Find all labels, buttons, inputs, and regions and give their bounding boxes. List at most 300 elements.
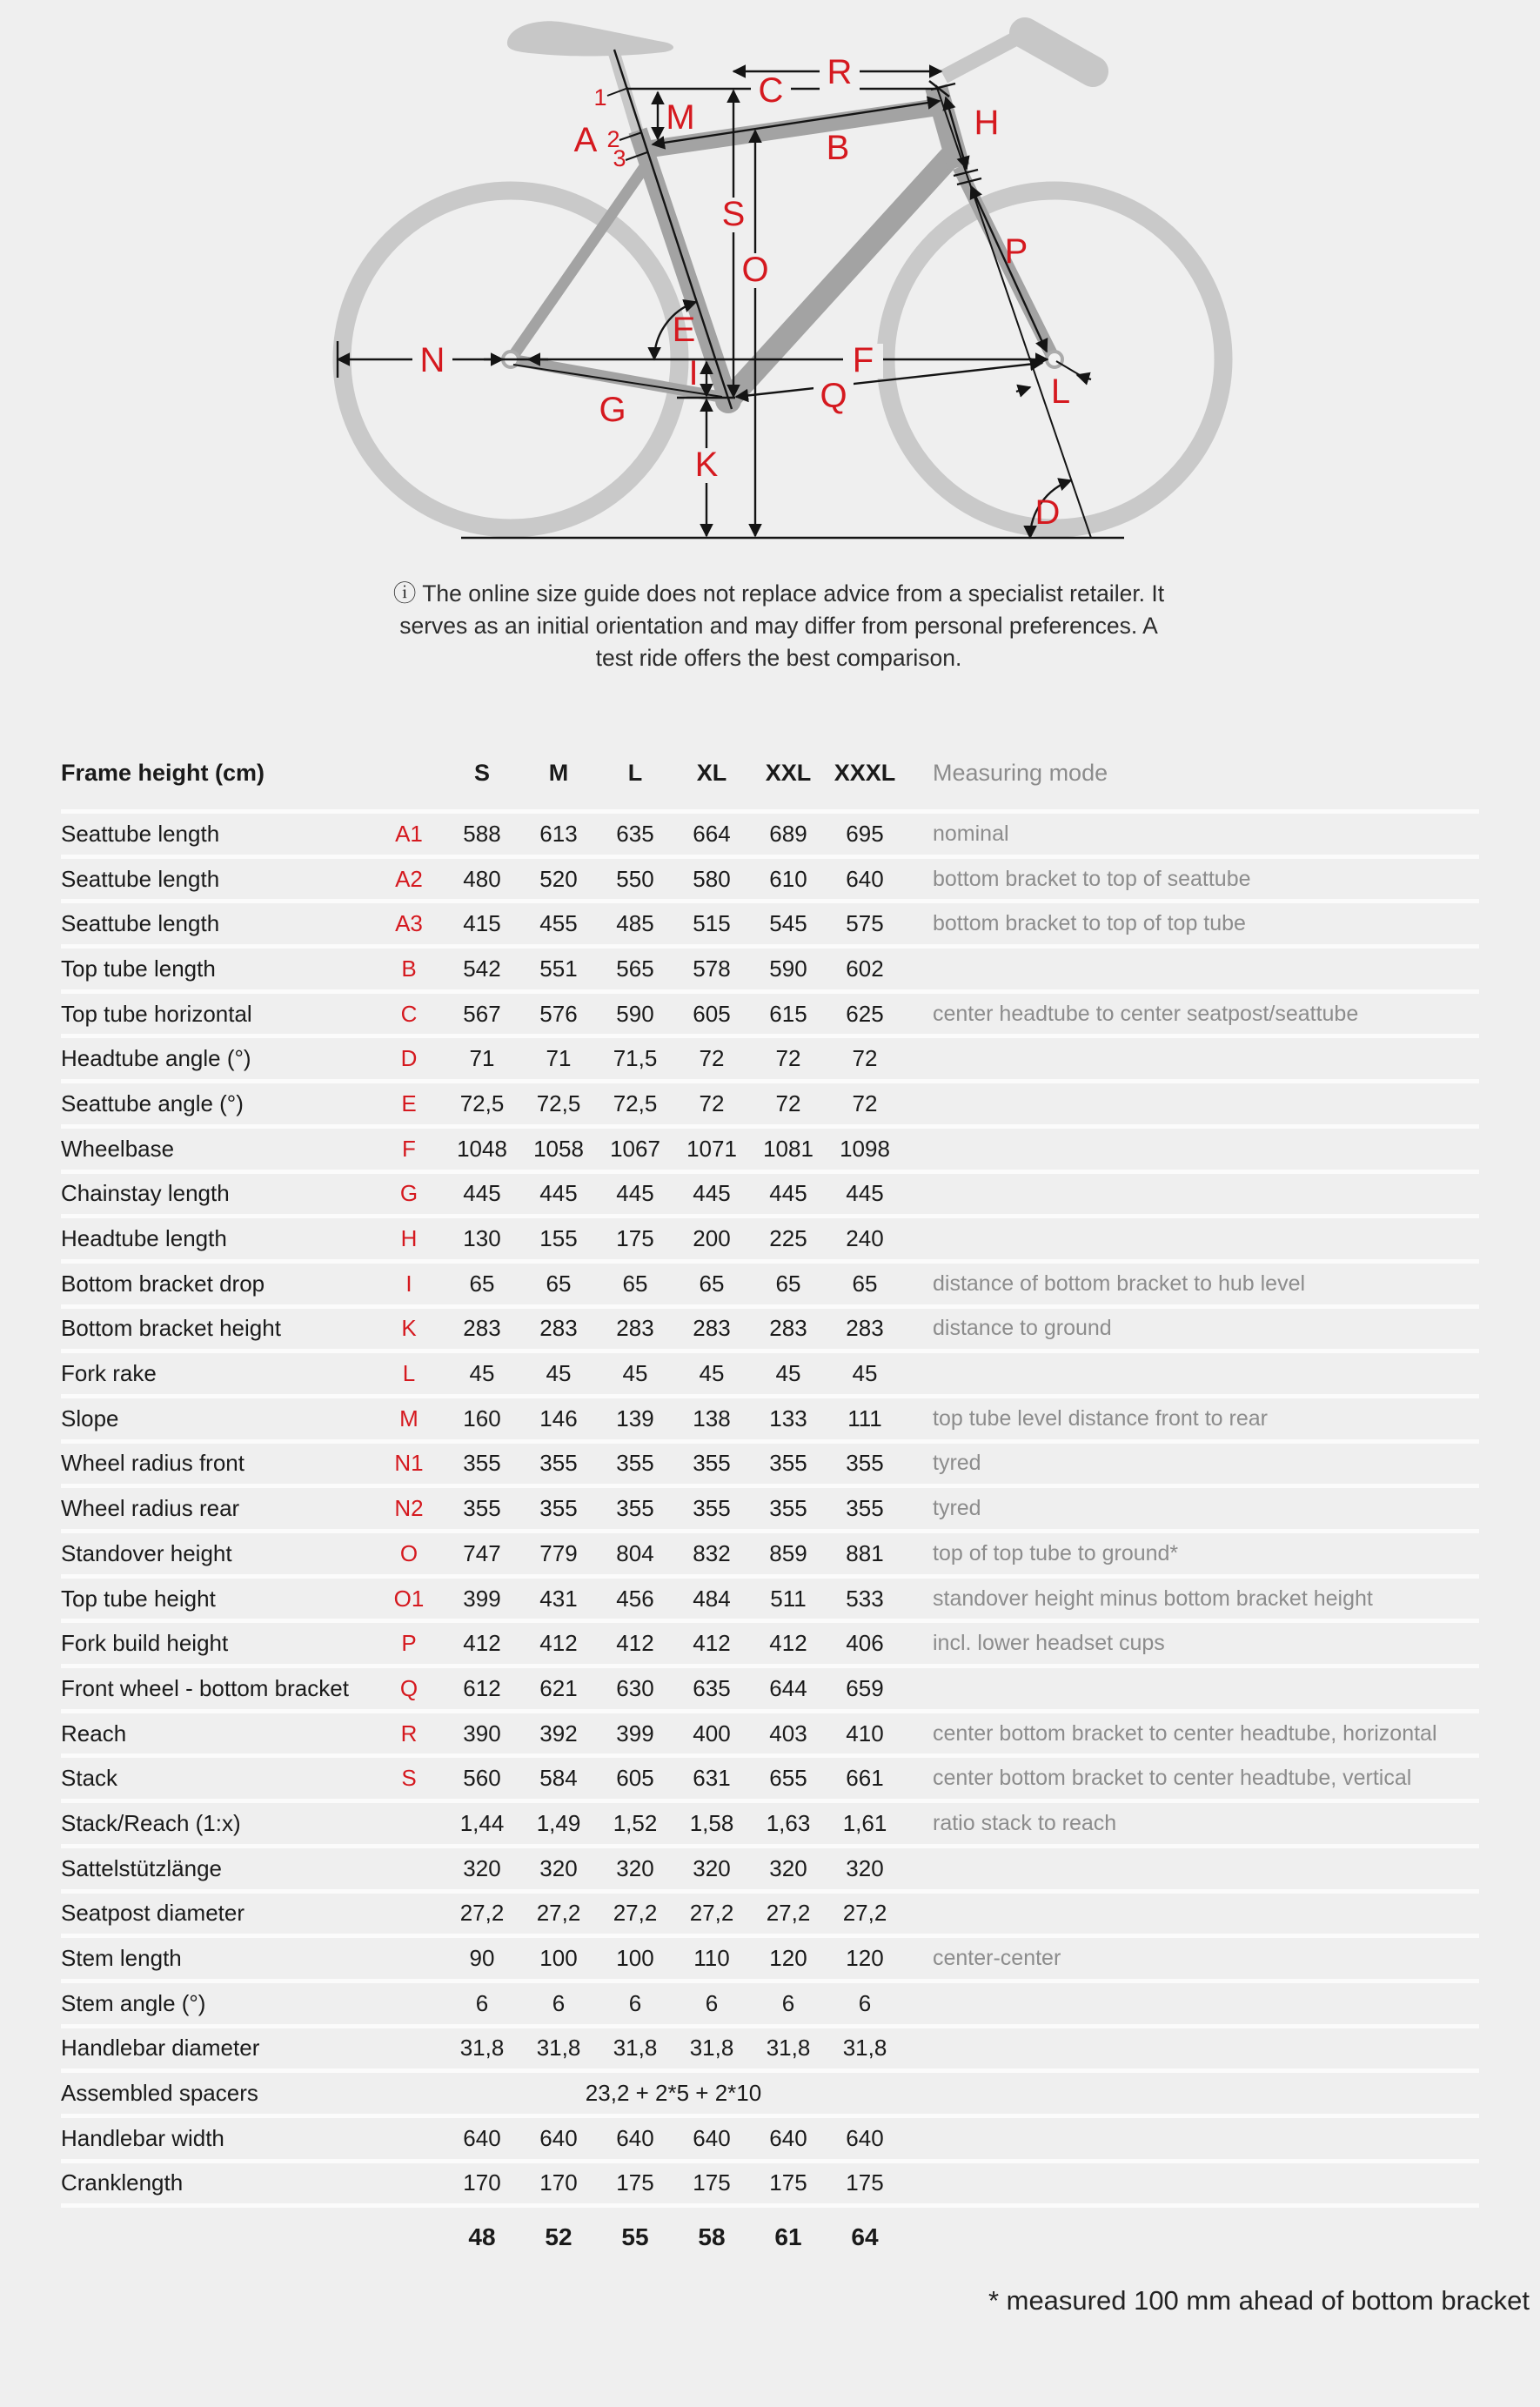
measuring-mode-header: Measuring mode: [933, 759, 1108, 786]
row-value: 138: [693, 1405, 731, 1431]
row-code: A2: [395, 865, 423, 892]
row-value: 31,8: [842, 2035, 887, 2062]
dim-B: [653, 101, 940, 144]
row-value: 779: [539, 1539, 578, 1566]
row-code: G: [399, 1180, 418, 1207]
size-column-header: XXL: [765, 759, 812, 786]
table-row: [61, 2163, 1479, 2209]
row-label: Seatpost diameter: [61, 1900, 245, 1927]
row-label: Handlebar diameter: [61, 2035, 260, 2062]
row-value: 27,2: [766, 1900, 811, 1927]
front-hub: [1047, 352, 1062, 367]
row-label: Fork rake: [61, 1360, 157, 1387]
row-label: Stack/Reach (1:x): [61, 1809, 241, 1836]
row-value: 27,2: [689, 1900, 734, 1927]
row-value: 146: [539, 1405, 578, 1431]
row-measuring-mode: distance to ground: [933, 1316, 1112, 1341]
row-value: 1071: [686, 1135, 737, 1162]
row-measuring-mode: incl. lower headset cups: [933, 1631, 1165, 1656]
row-label: Standover height: [61, 1539, 232, 1566]
table-row: [61, 1623, 1479, 1668]
row-measuring-mode: distance of bottom bracket to hub level: [933, 1271, 1306, 1296]
row-value: 320: [846, 1854, 884, 1881]
row-value: 412: [693, 1630, 731, 1657]
row-value: 111: [847, 1405, 882, 1431]
diagram-label-A3: 3: [613, 145, 626, 171]
cockpit-parts: [507, 21, 1093, 132]
row-value: 832: [693, 1539, 731, 1566]
table-row: [61, 2118, 1479, 2163]
row-value: 175: [769, 2169, 807, 2196]
row-value: 45: [775, 1360, 801, 1387]
row-label: Top tube length: [61, 955, 216, 982]
row-label: Bottom bracket drop: [61, 1270, 265, 1297]
diagram-label-I: I: [688, 354, 699, 392]
row-value: 355: [539, 1450, 578, 1477]
row-value: 355: [693, 1495, 731, 1522]
row-label: Chainstay length: [61, 1180, 230, 1207]
row-measuring-mode: nominal: [933, 821, 1009, 846]
row-value: 139: [616, 1405, 654, 1431]
table-row: [61, 1848, 1479, 1894]
row-value: 1067: [610, 1135, 660, 1162]
dimension-lines: [338, 50, 1124, 538]
table-row: [61, 1264, 1479, 1309]
table-row: [61, 1174, 1479, 1219]
row-value: 355: [539, 1495, 578, 1522]
row-value: 515: [693, 910, 731, 937]
row-value: 72: [699, 1045, 725, 1072]
row-value: 170: [463, 2169, 501, 2196]
row-value: 412: [769, 1630, 807, 1657]
row-value: 355: [846, 1450, 884, 1477]
row-value: 72: [775, 1045, 801, 1072]
row-value: 881: [846, 1539, 884, 1566]
diagram-label-N: N: [419, 341, 445, 379]
frame-size-cm-value: 58: [698, 2223, 726, 2251]
table-row: [61, 1309, 1479, 1354]
row-value: 170: [539, 2169, 578, 2196]
table-row: [61, 1488, 1479, 1533]
row-value: 520: [539, 865, 578, 892]
diagram-label-P: P: [1004, 232, 1028, 271]
row-value: 100: [616, 1945, 654, 1972]
row-label: Seattube length: [61, 820, 220, 847]
row-value: 664: [693, 820, 731, 847]
row-measuring-mode: center-center: [933, 1946, 1061, 1971]
row-value: 90: [469, 1945, 495, 1972]
table-row: [61, 1129, 1479, 1174]
row-code: L: [402, 1360, 416, 1387]
diagram-label-M: M: [666, 98, 695, 137]
row-code: N1: [394, 1450, 424, 1477]
table-row: [61, 1983, 1479, 2028]
diagram-label-F: F: [852, 341, 874, 379]
row-value: 130: [463, 1225, 501, 1252]
row-value: 576: [539, 1000, 578, 1027]
row-value: 225: [769, 1225, 807, 1252]
footnote: * measured 100 mm ahead of bottom bracket: [988, 2285, 1530, 2316]
row-label: Seattube length: [61, 910, 220, 937]
row-value: 175: [846, 2169, 884, 2196]
row-value: 644: [769, 1674, 807, 1701]
row-label: Bottom bracket height: [61, 1315, 281, 1342]
row-label: Headtube length: [61, 1225, 227, 1252]
row-value: 283: [846, 1315, 884, 1342]
row-value: 1,61: [842, 1809, 887, 1836]
table-title: Frame height (cm): [61, 759, 265, 786]
row-value: 283: [769, 1315, 807, 1342]
row-value: 6: [858, 1989, 872, 2016]
diagram-label-Q: Q: [820, 377, 847, 415]
frame-size-footer-row: [61, 2213, 1479, 2262]
row-measuring-mode: bottom bracket to top of top tube: [933, 911, 1246, 936]
row-value: 1,63: [766, 1809, 811, 1836]
row-label: Top tube horizontal: [61, 1000, 252, 1027]
row-value: 1,52: [613, 1809, 658, 1836]
frame-size-cm-value: 64: [851, 2223, 879, 2251]
row-value: 71,5: [613, 1045, 658, 1072]
row-value: 72,5: [613, 1090, 658, 1116]
info-icon: ⓘ: [392, 580, 417, 607]
diagram-letter-labels: [412, 53, 1070, 532]
row-value: 65: [622, 1270, 648, 1297]
row-value: 1058: [533, 1135, 584, 1162]
row-value: 355: [616, 1450, 654, 1477]
diagram-label-K: K: [694, 446, 719, 484]
row-value: 240: [846, 1225, 884, 1252]
row-code: R: [400, 1720, 418, 1747]
row-value: 635: [693, 1674, 731, 1701]
row-value: 655: [769, 1765, 807, 1792]
row-value: 578: [693, 955, 731, 982]
row-value: 120: [846, 1945, 884, 1972]
row-label: Assembled spacers: [61, 2080, 258, 2107]
row-value: 610: [769, 865, 807, 892]
row-value: 445: [616, 1180, 654, 1207]
row-value: 445: [463, 1180, 501, 1207]
row-label: Front wheel - bottom bracket: [61, 1674, 349, 1701]
row-value: 695: [846, 820, 884, 847]
row-value: 485: [616, 910, 654, 937]
row-label: Handlebar width: [61, 2124, 224, 2151]
row-value: 45: [469, 1360, 495, 1387]
row-value: 355: [846, 1495, 884, 1522]
row-value: 31,8: [536, 2035, 581, 2062]
row-measuring-mode: center headtube to center seatpost/seattube: [933, 1001, 1359, 1026]
row-code: O: [399, 1539, 418, 1566]
row-value: 615: [769, 1000, 807, 1027]
row-label: Wheel radius rear: [61, 1495, 240, 1522]
row-value: 283: [693, 1315, 731, 1342]
table-row: [61, 949, 1479, 994]
handlebar-grip: [1025, 33, 1093, 71]
row-value: 31,8: [766, 2035, 811, 2062]
row-value: 484: [693, 1585, 731, 1612]
row-value: 640: [463, 2124, 501, 2151]
row-value: 110: [693, 1945, 730, 1972]
row-measuring-mode: center bottom bracket to center headtube, horizontal: [933, 1720, 1437, 1746]
row-value: 6: [552, 1989, 566, 2016]
row-label: Wheel radius front: [61, 1450, 244, 1477]
row-value: 445: [846, 1180, 884, 1207]
row-code: C: [400, 1000, 418, 1027]
row-value: 431: [539, 1585, 578, 1612]
row-merged-value: 23,2 + 2*5 + 2*10: [585, 2080, 762, 2107]
row-value: 45: [699, 1360, 725, 1387]
row-value: 45: [546, 1360, 572, 1387]
row-value: 175: [693, 2169, 731, 2196]
row-code: N2: [394, 1495, 424, 1522]
row-label: Wheelbase: [61, 1135, 175, 1162]
row-value: 635: [616, 820, 654, 847]
row-value: 1,49: [536, 1809, 581, 1836]
row-value: 175: [616, 1225, 654, 1252]
diagram-label-L: L: [1050, 372, 1071, 411]
size-column-header: XXXL: [834, 759, 896, 786]
table-row: [61, 1668, 1479, 1713]
row-value: 640: [769, 2124, 807, 2151]
row-value: 71: [546, 1045, 572, 1072]
row-value: 133: [769, 1405, 807, 1431]
frame-size-cm-value: 48: [468, 2223, 496, 2251]
disclaimer-line-2: serves as an initial orientation and may differ from personal preferences. A: [399, 613, 1158, 639]
size-column-header: L: [627, 759, 643, 786]
diagram-label-D: D: [1034, 493, 1061, 532]
row-value: 31,8: [689, 2035, 734, 2062]
diagram-label-C: C: [758, 71, 784, 110]
row-label: Stem angle (°): [61, 1989, 206, 2016]
row-value: 320: [616, 1854, 654, 1881]
row-value: 747: [463, 1539, 501, 1566]
diagram-label-A2: 2: [606, 126, 620, 152]
row-measuring-mode: tyred: [933, 1496, 981, 1521]
table-row: [61, 1444, 1479, 1489]
row-value: 355: [693, 1450, 731, 1477]
saddle: [507, 21, 673, 56]
row-value: 412: [616, 1630, 654, 1657]
row-value: 640: [846, 865, 884, 892]
row-value: 31,8: [613, 2035, 658, 2062]
row-value: 625: [846, 1000, 884, 1027]
diagram-label-B: B: [826, 129, 850, 167]
row-value: 445: [539, 1180, 578, 1207]
row-code: K: [401, 1315, 417, 1342]
row-value: 27,2: [613, 1900, 658, 1927]
diagram-label-O: O: [741, 251, 769, 289]
row-value: 689: [769, 820, 807, 847]
row-value: 65: [699, 1270, 725, 1297]
row-value: 533: [846, 1585, 884, 1612]
row-value: 320: [463, 1854, 501, 1881]
size-guide-disclaimer: [0, 578, 1540, 674]
row-value: 590: [769, 955, 807, 982]
row-value: 630: [616, 1674, 654, 1701]
diagram-label-G: G: [599, 391, 626, 429]
diagram-label-E: E: [672, 311, 696, 349]
size-column-header: M: [548, 759, 569, 786]
size-column-header: XL: [696, 759, 727, 786]
table-row: [61, 1713, 1479, 1759]
row-value: 200: [693, 1225, 731, 1252]
table-row: [61, 1579, 1479, 1624]
row-value: 392: [539, 1720, 578, 1747]
row-value: 65: [469, 1270, 495, 1297]
row-value: 6: [705, 1989, 719, 2016]
row-value: 640: [539, 2124, 578, 2151]
row-value: 1,44: [459, 1809, 505, 1836]
row-value: 560: [463, 1765, 501, 1792]
row-value: 283: [463, 1315, 501, 1342]
row-label: Slope: [61, 1405, 119, 1431]
table-row: [61, 814, 1479, 859]
row-value: 415: [463, 910, 501, 937]
row-value: 542: [463, 955, 501, 982]
table-row: [61, 2028, 1479, 2074]
table-row: [61, 903, 1479, 949]
row-value: 27,2: [536, 1900, 581, 1927]
table-row: [61, 859, 1479, 904]
row-value: 45: [622, 1360, 648, 1387]
row-code: E: [401, 1090, 417, 1116]
row-value: 71: [469, 1045, 495, 1072]
steering-axis: [936, 85, 1091, 538]
row-value: 283: [616, 1315, 654, 1342]
table-row: [61, 2073, 1479, 2118]
row-measuring-mode: center bottom bracket to center headtube, vertical: [933, 1766, 1412, 1791]
row-value: 613: [539, 820, 578, 847]
row-value: 72,5: [536, 1090, 581, 1116]
row-value: 661: [846, 1765, 884, 1792]
disclaimer-line-1: ⓘ The online size guide does not replace advice from a specialist retailer. It: [392, 580, 1165, 607]
row-value: 640: [846, 2124, 884, 2151]
row-value: 72: [852, 1045, 878, 1072]
diagram-label-S: S: [721, 195, 746, 233]
row-code: P: [401, 1630, 417, 1657]
diagram-label-R: R: [827, 53, 853, 91]
table-row: [61, 1038, 1479, 1083]
row-code: B: [401, 955, 417, 982]
diagram-label-A1: 1: [593, 84, 607, 111]
table-row: [61, 1083, 1479, 1129]
row-code: I: [405, 1270, 412, 1297]
row-label: Headtube angle (°): [61, 1045, 251, 1072]
row-value: 640: [693, 2124, 731, 2151]
row-value: 399: [463, 1585, 501, 1612]
row-label: Sattelstützlänge: [61, 1854, 223, 1881]
row-value: 584: [539, 1765, 578, 1792]
row-value: 100: [539, 1945, 578, 1972]
row-value: 6: [628, 1989, 642, 2016]
row-value: 355: [463, 1450, 501, 1477]
row-value: 455: [539, 910, 578, 937]
row-value: 65: [546, 1270, 572, 1297]
row-value: 605: [693, 1000, 731, 1027]
row-value: 412: [463, 1630, 501, 1657]
size-column-header: S: [473, 759, 490, 786]
row-value: 355: [616, 1495, 654, 1522]
row-value: 6: [475, 1989, 489, 2016]
row-value: 659: [846, 1674, 884, 1701]
row-value: 580: [693, 865, 731, 892]
row-label: Cranklength: [61, 2169, 184, 2196]
table-row: [61, 1398, 1479, 1444]
row-code: M: [399, 1405, 418, 1431]
table-body: [61, 814, 1479, 2208]
row-value: 31,8: [459, 2035, 505, 2062]
row-value: 283: [539, 1315, 578, 1342]
row-value: 27,2: [459, 1900, 505, 1927]
row-value: 403: [769, 1720, 807, 1747]
row-value: 445: [769, 1180, 807, 1207]
row-value: 511: [770, 1585, 807, 1612]
row-label: Top tube height: [61, 1585, 216, 1612]
row-value: 72: [852, 1090, 878, 1116]
row-label: Stack: [61, 1765, 118, 1792]
row-value: 621: [539, 1674, 578, 1701]
row-measuring-mode: top of top tube to ground*: [933, 1540, 1179, 1566]
row-value: 406: [846, 1630, 884, 1657]
row-value: 551: [539, 955, 578, 982]
row-code: F: [402, 1135, 416, 1162]
frame-size-cm-value: 55: [621, 2223, 649, 2251]
row-value: 320: [769, 1854, 807, 1881]
geometry-table: [61, 736, 1479, 2262]
row-value: 590: [616, 1000, 654, 1027]
row-measuring-mode: ratio stack to reach: [933, 1810, 1117, 1835]
row-value: 400: [693, 1720, 731, 1747]
row-value: 27,2: [842, 1900, 887, 1927]
diagram-label-H: H: [974, 104, 1000, 142]
row-value: 45: [852, 1360, 878, 1387]
bike-geometry-diagram: [0, 0, 1540, 670]
row-value: 72,5: [459, 1090, 505, 1116]
table-row: [61, 1803, 1479, 1848]
row-measuring-mode: top tube level distance front to rear: [933, 1405, 1268, 1431]
row-value: 480: [463, 865, 501, 892]
row-value: 320: [693, 1854, 731, 1881]
row-label: Reach: [61, 1720, 127, 1747]
row-value: 320: [539, 1854, 578, 1881]
row-value: 412: [539, 1630, 578, 1657]
diagram-label-A: A: [573, 121, 598, 159]
row-value: 588: [463, 820, 501, 847]
row-value: 612: [463, 1674, 501, 1701]
row-value: 65: [852, 1270, 878, 1297]
table-row: [61, 1894, 1479, 1939]
row-value: 1098: [840, 1135, 890, 1162]
row-value: 602: [846, 955, 884, 982]
row-value: 355: [769, 1450, 807, 1477]
row-label: Fork build height: [61, 1630, 229, 1657]
row-code: O1: [393, 1585, 425, 1612]
row-value: 355: [463, 1495, 501, 1522]
row-value: 575: [846, 910, 884, 937]
row-measuring-mode: standover height minus bottom bracket height: [933, 1586, 1373, 1611]
row-value: 6: [781, 1989, 795, 2016]
row-value: 445: [693, 1180, 731, 1207]
row-value: 545: [769, 910, 807, 937]
row-value: 550: [616, 865, 654, 892]
row-code: A1: [395, 820, 423, 847]
row-label: Seattube angle (°): [61, 1090, 244, 1116]
row-value: 355: [769, 1495, 807, 1522]
table-row: [61, 1938, 1479, 1983]
disclaimer-line-3: test ride offers the best comparison.: [595, 645, 962, 671]
row-value: 390: [463, 1720, 501, 1747]
row-value: 120: [769, 1945, 807, 1972]
row-value: 565: [616, 955, 654, 982]
